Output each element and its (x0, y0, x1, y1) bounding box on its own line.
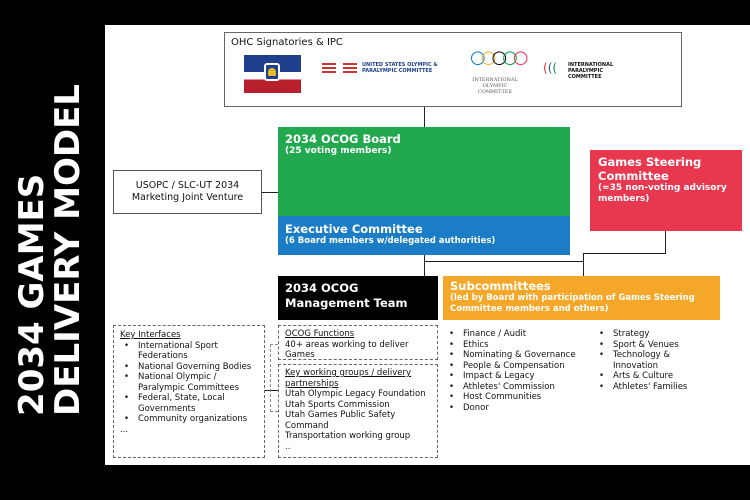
connector (665, 231, 666, 254)
list-item: • Nominating & Governance (445, 350, 595, 361)
vertical-title (0, 0, 100, 500)
olympic-rings-icon: ○○○○○ (470, 47, 524, 68)
us-flag-icon (322, 63, 336, 73)
list-item: Utah Olympic Legacy Foundation (285, 389, 426, 399)
exec-subtitle: (6 Board members w/delegated authorities) (285, 236, 496, 246)
list-item: • Strategy (595, 329, 695, 340)
usopc-logo-text: UNITED STATES OLYMPIC & PARALYMPIC COMMITTEE (362, 62, 438, 74)
management-title: 2034 OCOG Management Team (285, 281, 408, 310)
list-item: • Arts & Culture (595, 371, 695, 382)
board-title: 2034 OCOG Board (285, 132, 401, 146)
connector (262, 192, 278, 193)
working-groups-title: Key working groups / delivery partnerships (285, 368, 412, 389)
exec-box (278, 216, 570, 255)
ioc-logo-text: INTERNATIONAL OLYMPIC COMMITTEE (472, 77, 518, 95)
connector (583, 253, 666, 254)
list-item: • International Sport Federations (120, 341, 258, 362)
ipc-logo-text: INTERNATIONAL PARALYMPIC COMMITTEE (568, 62, 614, 80)
list-item: • Federal, State, Local Governments (120, 393, 258, 414)
bracket (270, 344, 278, 412)
connector (424, 261, 584, 262)
working-groups-box (278, 364, 438, 458)
utah-flag-icon (244, 55, 301, 93)
ohc-box (224, 32, 682, 107)
list-item: • Host Communities (445, 392, 595, 403)
usopc-jv-line1: USOPC / SLC-UT 2034 (135, 180, 240, 191)
list-item: • Ethics (445, 340, 595, 351)
key-interfaces-more: ... (120, 424, 129, 435)
title-line-1: 2034 GAMES (12, 173, 52, 416)
exec-title: Executive Committee (285, 222, 423, 236)
ohc-title: OHC Signatories & IPC (231, 37, 343, 48)
working-groups-more: .. (285, 441, 291, 452)
list-item: • Sport & Venues (595, 340, 695, 351)
subcommittees-list-1 (445, 329, 595, 413)
diagram-panel (105, 25, 750, 465)
ocog-functions-box (278, 325, 438, 360)
subcommittees-list-2 (595, 329, 695, 392)
list-item: • Finance / Audit (445, 329, 595, 340)
list-item: • National Governing Bodies (120, 362, 258, 373)
key-interfaces-title: Key Interfaces (120, 330, 181, 340)
list-item: • National Olympic / Paralympic Committees (120, 372, 258, 393)
ocog-functions-text: 40+ areas working to deliver Games (285, 339, 409, 360)
list-item: • Community organizations (120, 414, 258, 425)
steering-box (590, 150, 742, 231)
steering-subtitle: (≈35 non-voting advisory members) (598, 183, 727, 204)
list-item: Transportation working group (285, 431, 411, 441)
board-subtitle: (25 voting members) (285, 146, 392, 156)
connector (424, 255, 425, 276)
subcommittees-subtitle: (led by Board with participation of Games Steering Committee members and others) (450, 293, 695, 314)
ipc-agitos-icon: ((( (543, 61, 558, 75)
connector (424, 106, 425, 127)
list-item: • Athletes' Families (595, 382, 695, 393)
list-item: • Athletes' Commission (445, 382, 595, 393)
subcommittees-box (443, 276, 720, 320)
connector (583, 253, 584, 276)
ocog-functions-title: OCOG Functions (285, 329, 355, 339)
usopc-jv-box (113, 170, 262, 214)
steering-title: Games Steering Committee (598, 155, 702, 183)
key-interfaces-box (113, 325, 265, 458)
us-flag-icon (343, 63, 357, 73)
list-item: • Donor (445, 403, 595, 414)
list-item: • Technology & Innovation (595, 350, 695, 371)
list-item: • Impact & Legacy (445, 371, 595, 382)
list-item: Utah Sports Commission (285, 399, 390, 410)
title-line-2: DELIVERY MODEL (48, 84, 88, 416)
list-item: • People & Compensation (445, 361, 595, 372)
board-box (278, 127, 570, 216)
usopc-jv-line2: Marketing Joint Venture (131, 192, 244, 203)
list-item: Utah Games Public Safety Command (285, 410, 396, 431)
subcommittees-title: Subcommittees (450, 279, 551, 293)
management-box (278, 276, 438, 320)
